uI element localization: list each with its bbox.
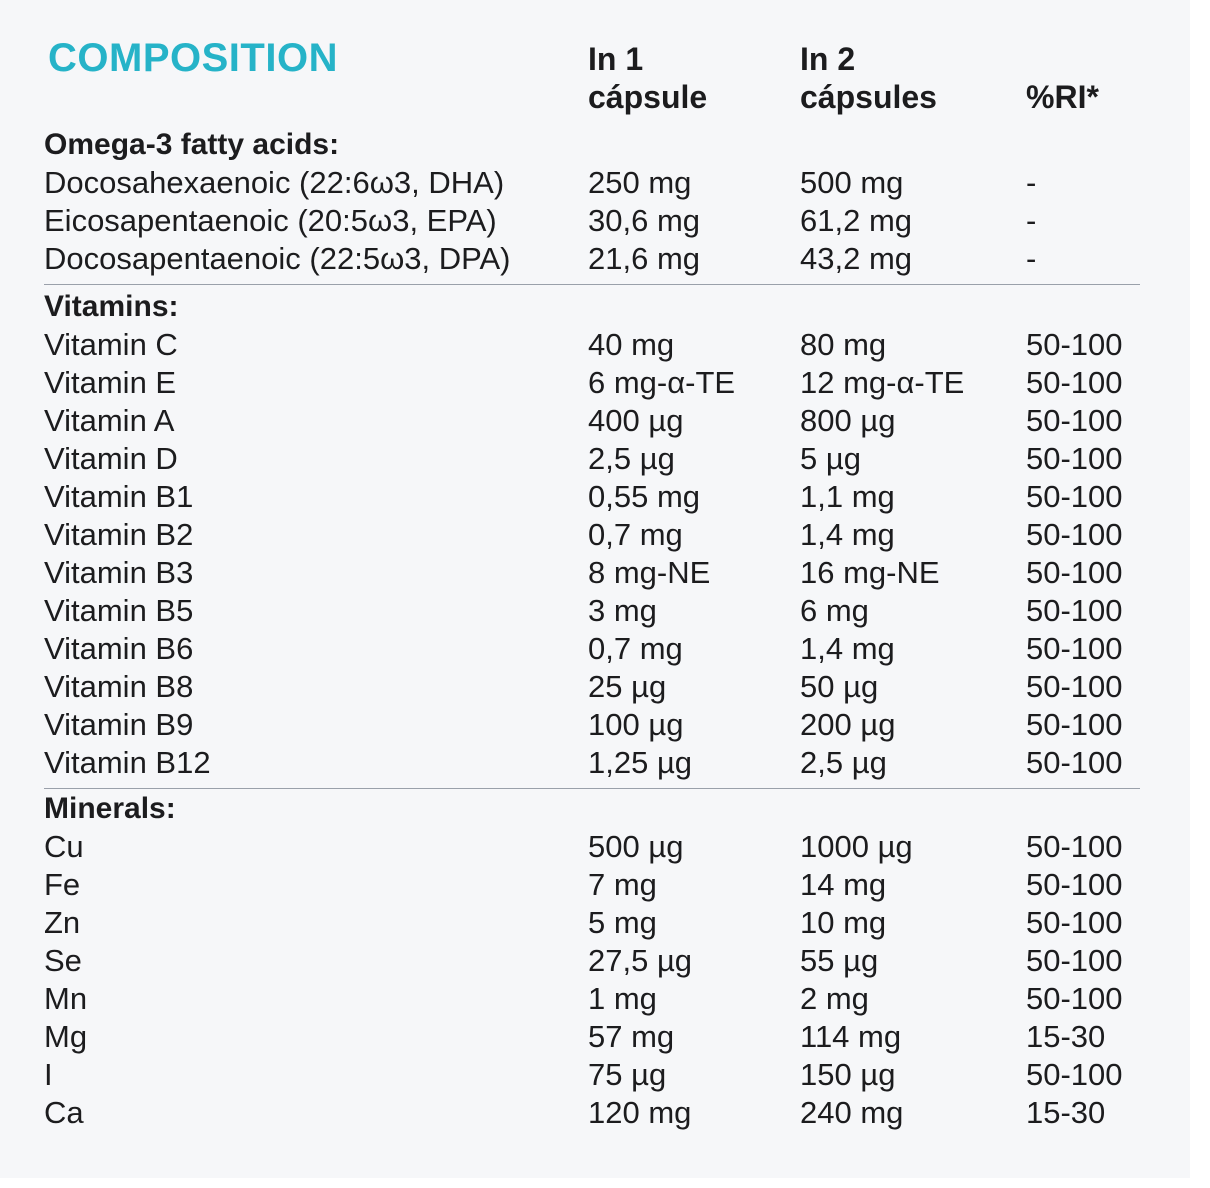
nutrient-name: Vitamin B12 [44,745,211,780]
nutrient-name: Mg [44,1019,88,1054]
ri-percent: 50-100 [1026,479,1123,514]
amount-2-capsules: 80 mg [800,327,887,362]
table-row [0,1018,1190,1056]
table-row [0,668,1190,706]
nutrient-name: Zn [44,905,81,940]
nutrient-name: Vitamin B6 [44,631,194,666]
amount-2-capsules: 114 mg [800,1019,902,1054]
amount-1-capsule: 5 mg [588,905,657,940]
nutrient-name: Vitamin D [44,441,178,476]
table-row [0,440,1190,478]
amount-1-capsule: 400 µg [588,403,684,438]
nutrient-name: Ca [44,1095,84,1130]
table-row [0,402,1190,440]
amount-2-capsules: 61,2 mg [800,203,913,238]
amount-1-capsule: 27,5 µg [588,943,693,978]
ri-percent: - [1026,203,1037,238]
header-ri: %RI* [1026,79,1099,115]
amount-2-capsules: 1,1 mg [800,479,895,514]
amount-2-capsules: 16 mg-NE [800,555,940,590]
amount-1-capsule: 2,5 µg [588,441,675,476]
table-row [0,202,1190,240]
ri-percent: 50-100 [1026,905,1123,940]
table-row [0,364,1190,402]
ri-percent: - [1026,165,1037,200]
amount-2-capsules: 10 mg [800,905,887,940]
header-in-2-line1: In 2 [800,41,856,77]
amount-1-capsule: 100 µg [588,707,684,742]
amount-2-capsules: 1000 µg [800,829,913,864]
nutrient-name: Docosapentaenoic (22:5ω3, DPA) [44,241,511,276]
table-row [0,326,1190,364]
table-row [0,164,1190,202]
ri-percent: 50-100 [1026,365,1123,400]
amount-2-capsules: 55 µg [800,943,879,978]
amount-1-capsule: 57 mg [588,1019,675,1054]
amount-1-capsule: 25 µg [588,669,667,704]
table-row [0,478,1190,516]
nutrient-name: Vitamin B3 [44,555,194,590]
header-in-2-capsules [800,40,937,116]
amount-2-capsules: 12 mg-α-TE [800,365,965,400]
page-title: COMPOSITION [48,36,338,80]
header-in-1-capsule [588,40,707,116]
amount-1-capsule: 40 mg [588,327,675,362]
amount-2-capsules: 2 mg [800,981,869,1016]
amount-2-capsules: 5 µg [800,441,861,476]
amount-2-capsules: 2,5 µg [800,745,887,780]
amount-1-capsule: 250 mg [588,165,692,200]
nutrient-name: Vitamin B8 [44,669,194,704]
nutrient-name: Fe [44,867,81,902]
table-row [0,630,1190,668]
nutrient-name: Mn [44,981,88,1016]
amount-1-capsule: 1,25 µg [588,745,693,780]
amount-1-capsule: 0,55 mg [588,479,701,514]
amount-1-capsule: 6 mg-α-TE [588,365,736,400]
section-title-omega-3: Omega-3 fatty acids: [44,128,340,161]
section-divider [44,284,1140,285]
header-in-1-line1: In 1 [588,41,644,77]
header-in-2-line2: cápsules [800,79,937,115]
nutrient-name: Vitamin B9 [44,707,194,742]
amount-2-capsules: 240 mg [800,1095,904,1130]
ri-percent: 15-30 [1026,1019,1106,1054]
amount-2-capsules: 50 µg [800,669,879,704]
ri-percent: 50-100 [1026,555,1123,590]
nutrient-name: Cu [44,829,84,864]
ri-percent: 50-100 [1026,669,1123,704]
nutrient-name: Vitamin B2 [44,517,194,552]
ri-percent: 50-100 [1026,943,1123,978]
amount-1-capsule: 0,7 mg [588,517,683,552]
table-row [0,240,1190,278]
ri-percent: 50-100 [1026,1057,1123,1092]
section-title-minerals: Minerals: [44,792,176,825]
section-title-vitamins: Vitamins: [44,290,179,323]
ri-percent: 50-100 [1026,829,1123,864]
table-row [0,866,1190,904]
ri-percent: 15-30 [1026,1095,1106,1130]
amount-1-capsule: 120 mg [588,1095,692,1130]
amount-2-capsules: 14 mg [800,867,887,902]
table-row [0,592,1190,630]
nutrient-name: Vitamin B5 [44,593,194,628]
nutrient-name: Vitamin C [44,327,178,362]
amount-1-capsule: 500 µg [588,829,684,864]
ri-percent: 50-100 [1026,745,1123,780]
ri-percent: 50-100 [1026,403,1123,438]
amount-1-capsule: 1 mg [588,981,657,1016]
table-row [0,516,1190,554]
ri-percent: 50-100 [1026,981,1123,1016]
table-row [0,942,1190,980]
nutrient-name: Docosahexaenoic (22:6ω3, DHA) [44,165,505,200]
amount-1-capsule: 75 µg [588,1057,667,1092]
ri-percent: 50-100 [1026,327,1123,362]
ri-percent: 50-100 [1026,707,1123,742]
ri-percent: 50-100 [1026,441,1123,476]
amount-2-capsules: 150 µg [800,1057,896,1092]
ri-percent: - [1026,241,1037,276]
amount-1-capsule: 30,6 mg [588,203,701,238]
amount-2-capsules: 6 mg [800,593,869,628]
ri-percent: 50-100 [1026,593,1123,628]
amount-2-capsules: 800 µg [800,403,896,438]
amount-2-capsules: 43,2 mg [800,241,913,276]
table-row [0,1094,1190,1132]
amount-2-capsules: 1,4 mg [800,631,895,666]
amount-1-capsule: 0,7 mg [588,631,683,666]
header-in-1-line2: cápsule [588,79,708,115]
amount-2-capsules: 500 mg [800,165,904,200]
nutrient-name: Vitamin A [44,403,175,438]
amount-1-capsule: 8 mg-NE [588,555,711,590]
table-row [0,904,1190,942]
table-row [0,706,1190,744]
table-row [0,980,1190,1018]
nutrient-name: I [44,1057,53,1092]
table-row [0,1056,1190,1094]
ri-percent: 50-100 [1026,517,1123,552]
amount-1-capsule: 7 mg [588,867,657,902]
amount-2-capsules: 200 µg [800,707,896,742]
amount-1-capsule: 21,6 mg [588,241,701,276]
section-divider [44,788,1140,789]
amount-2-capsules: 1,4 mg [800,517,895,552]
ri-percent: 50-100 [1026,867,1123,902]
nutrient-name: Se [44,943,82,978]
nutrient-name: Vitamin E [44,365,177,400]
table-row [0,828,1190,866]
table-row [0,744,1190,782]
ri-percent: 50-100 [1026,631,1123,666]
table-row [0,554,1190,592]
amount-1-capsule: 3 mg [588,593,657,628]
nutrient-name: Vitamin B1 [44,479,194,514]
nutrient-name: Eicosapentaenoic (20:5ω3, EPA) [44,203,497,238]
